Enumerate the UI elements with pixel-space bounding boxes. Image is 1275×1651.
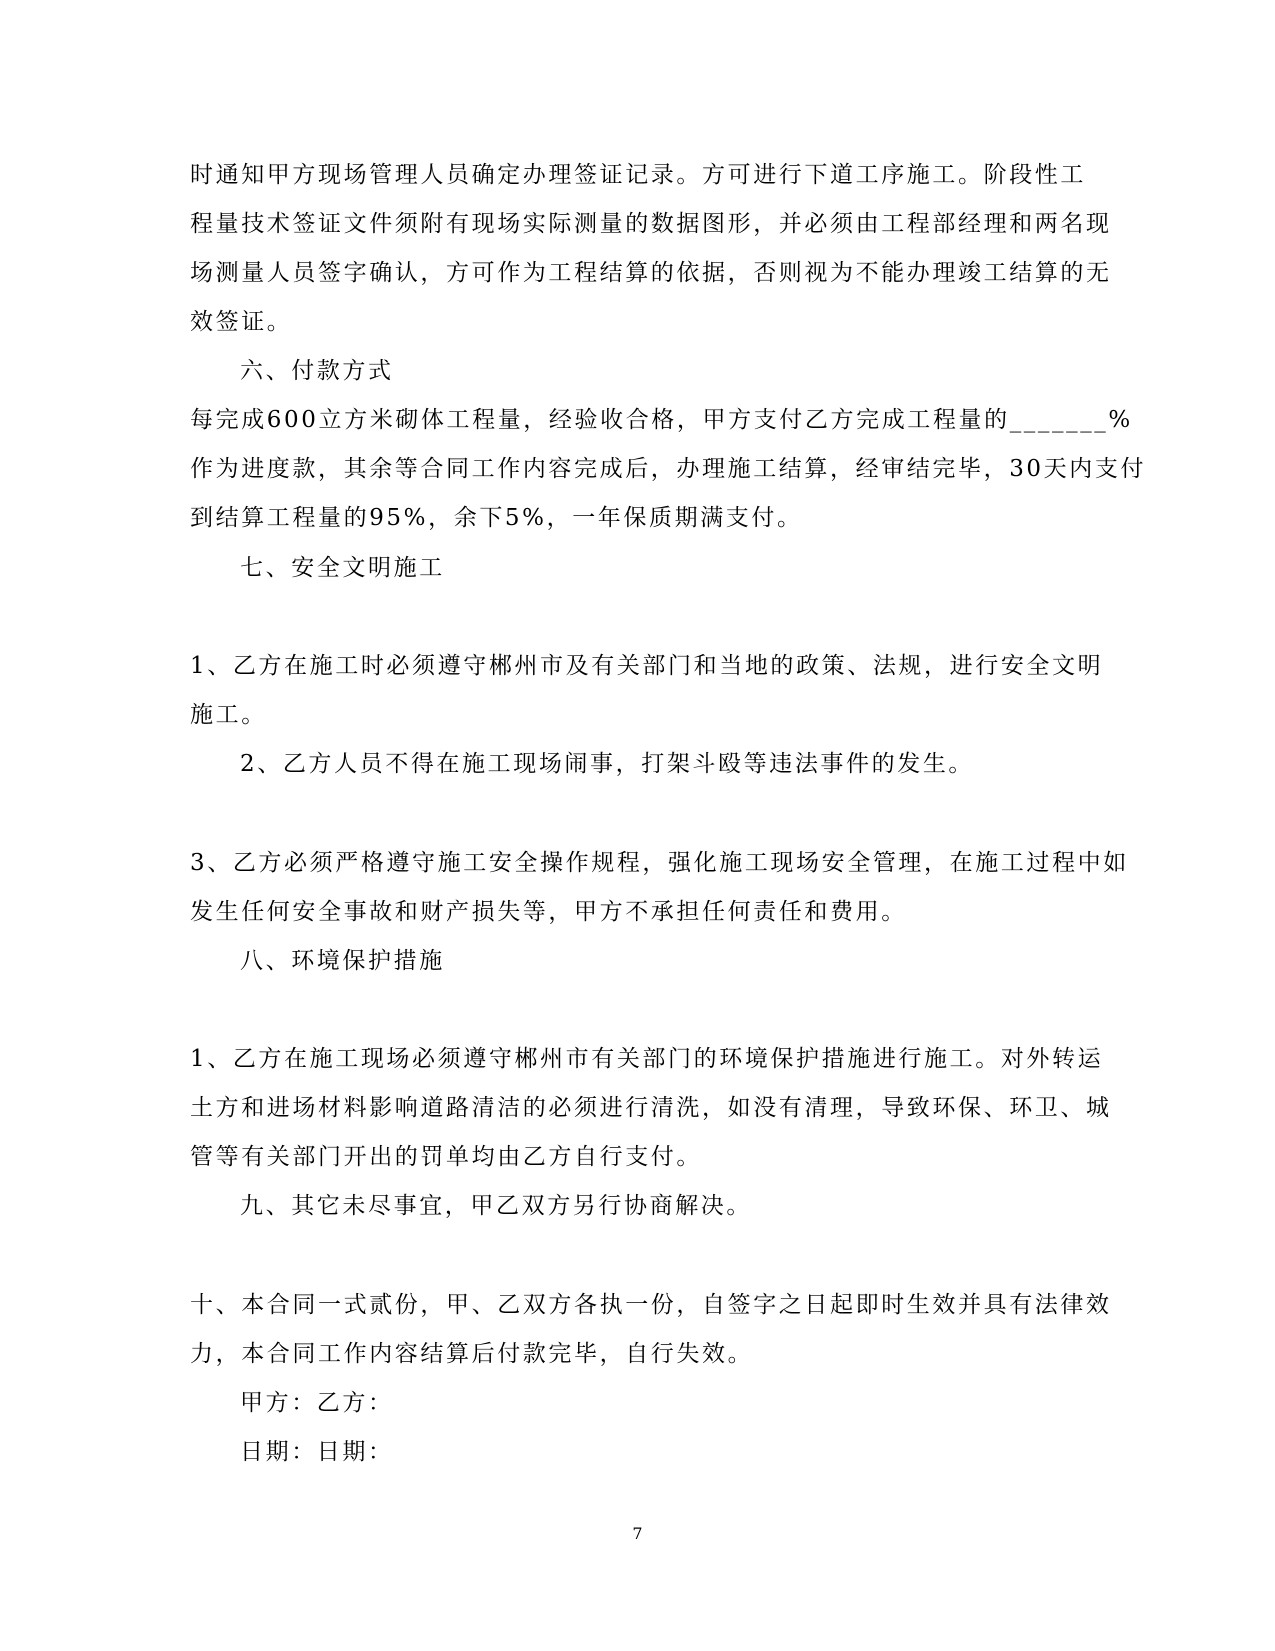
body-text-line: 程量技术签证文件须附有现场实际测量的数据图形，并必须由工程部经理和两名现	[190, 211, 1112, 237]
body-text-line: 每完成600立方米砌体工程量，经验收合格，甲方支付乙方完成工程量的_______%	[190, 407, 1133, 433]
body-text-line: 到结算工程量的95%，余下5%，一年保质期满支付。	[190, 505, 803, 531]
body-text-line: 效签证。	[190, 309, 293, 335]
section-heading-other: 九、其它未尽事宜，甲乙双方另行协商解决。	[240, 1193, 752, 1219]
section-heading-environment: 八、环境保护措施	[240, 948, 445, 974]
body-text-line: 力，本合同工作内容结算后付款完毕，自行失效。	[190, 1341, 754, 1367]
body-text-line: 时通知甲方现场管理人员确定办理签证记录。方可进行下道工序施工。阶段性工	[190, 162, 1086, 188]
section-heading-safety: 七、安全文明施工	[240, 555, 445, 581]
signature-party-line: 甲方：乙方：	[240, 1390, 394, 1416]
body-text-line: 十、本合同一式贰份，甲、乙双方各执一份，自签字之日起即时生效并具有法律效	[190, 1292, 1112, 1318]
body-text-line: 管等有关部门开出的罚单均由乙方自行支付。	[190, 1144, 702, 1170]
body-text-line: 发生任何安全事故和财产损失等，甲方不承担任何责任和费用。	[190, 899, 907, 925]
body-text-line: 土方和进场材料影响道路清洁的必须进行清洗，如没有清理，导致环保、环卫、城	[190, 1095, 1112, 1121]
signature-date-line: 日期：日期：	[240, 1439, 394, 1465]
body-text-line: 施工。	[190, 702, 267, 728]
body-text-line: 2、乙方人员不得在施工现场闹事，打架斗殴等违法事件的发生。	[240, 751, 975, 777]
page-number: 7	[632, 1524, 643, 1543]
body-text-line: 1、乙方在施工现场必须遵守郴州市有关部门的环境保护措施进行施工。对外转运	[190, 1046, 1104, 1072]
body-text-line: 场测量人员签字确认，方可作为工程结算的依据，否则视为不能办理竣工结算的无	[190, 260, 1112, 286]
section-heading-payment: 六、付款方式	[240, 358, 394, 384]
body-text-line: 作为进度款，其余等合同工作内容完成后，办理施工结算，经审结完毕，30天内支付	[190, 456, 1147, 482]
body-text-line: 3、乙方必须严格遵守施工安全操作规程，强化施工现场安全管理，在施工过程中如	[190, 850, 1129, 876]
body-text-line: 1、乙方在施工时必须遵守郴州市及有关部门和当地的政策、法规，进行安全文明	[190, 653, 1104, 679]
